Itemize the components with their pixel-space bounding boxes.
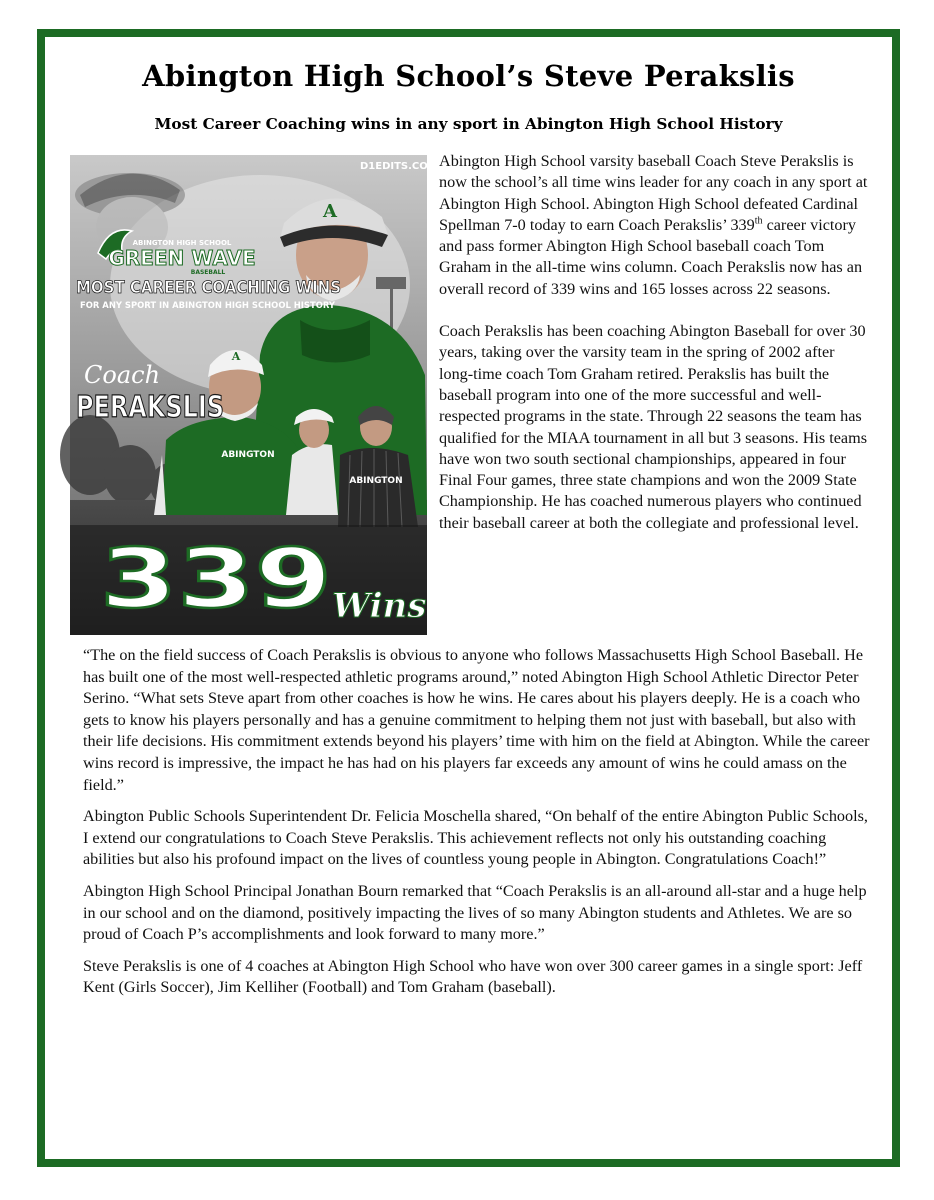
article-column [439,151,869,555]
svg-text:A: A [231,350,241,363]
feature-graphic [70,155,438,635]
wins-word-text: Wins [332,586,427,626]
page-title: Abington High School’s Steve Perakslis [142,59,795,93]
page-border [37,29,900,1167]
article-paragraph-2: Coach Perakslis has been coaching Abington Baseball for over 30 years, taking over the varsity team in the spring of 2002 after long-time coach Tom Graham retired. Perakslis has built the baseball program into one of the more successful and well-respected programs in the state. Through 22 seasons the team has qualified for the MIAA tournament in all but 3 seasons. His teams have won two south sectional championships, appeared in four Final Four games, three state champions and won the 2009 State Championship. He has coached numerous players who continued their baseball career at both the collegiate and professional level. [439,322,867,532]
headline-text: MOST CAREER COACHING WINS [76,278,341,298]
team-small-text: ABINGTON HIGH SCHOOL [132,239,232,247]
article-body [83,645,873,1009]
team-name-text: GREEN WAVE [108,246,256,270]
subheadline-text: FOR ANY SPORT IN ABINGTON HIGH SCHOOL HISTORY [80,301,336,311]
cap-logo-text: A [323,201,337,222]
credit-watermark: D1EDITS.COM [360,161,438,172]
closing-paragraph: Steve Perakslis is one of 4 coaches at Abington High School who have won over 300 career games in a single sport: Jeff Kent (Girls Soccer), Jim Kelliher (Football) and Tom Graham (baseball). [83,956,863,997]
article-paragraph-1: Abington High School varsity baseball Coach Steve Perakslis is now the school’s all time wins leader for any coach in any sport at Abington High School. Abington High School defeated Cardinal Spellman 7-0 today to earn Coach Perakslis’ 339th career victory and pass former Abington High School baseball coach Tom Graham in the all-time wins column. Coach Perakslis now has an overall record of 339 wins and 165 losses across 22 seasons. [439,152,868,298]
quote-principal: Abington High School Principal Jonathan Bourn remarked that “Coach Perakslis is an all-around all-star and a huge help in our school and on the diamond, positively impacting the lives of so many Abington students and Athletes. We are so proud of Coach P’s accomplishments and look forward to many more.” [83,881,867,944]
quote-athletic-director: “The on the field success of Coach Perakslis is obvious to anyone who follows Massachusetts High School Baseball. He has built one of the most well-respected athletic programs around,” noted Abington High School Athletic Director Peter Serino. “What sets Steve apart from other coaches is how he wins. He cares about his players deeply. He is a coach who gets to know his players personally and has a genuine commitment to helping them not just with baseball, but also with their life decisions. His commitment extends beyond his players’ time with him on the field at Abington. While the career wins record is impressive, the impact he has had on his players far exceeds any amount of wins he could amass on the field.” [83,646,870,794]
wins-number-text: 339 [100,532,332,627]
coach-name-text: PERAKSLIS [76,390,224,425]
shirt-text: ABINGTON [221,450,275,460]
quote-superintendent: Abington Public Schools Superintendent Dr. Felicia Moschella shared, “On behalf of the entire Abington Public Schools, I extend our congratulations to Coach Steve Perakslis. This achievement reflects not only his outstanding coaching abilities but also his profound impact on the lives of countless young people in Abington. Congratulations Coach!” [83,807,868,869]
coach-word-text: Coach [84,361,161,389]
jersey-text: ABINGTON [349,476,403,486]
team-sport-text: BASEBALL [190,269,226,276]
feature-graphic-art [70,155,438,635]
page-subtitle: Most Career Coaching wins in any sport in Abington High School History [154,115,783,133]
